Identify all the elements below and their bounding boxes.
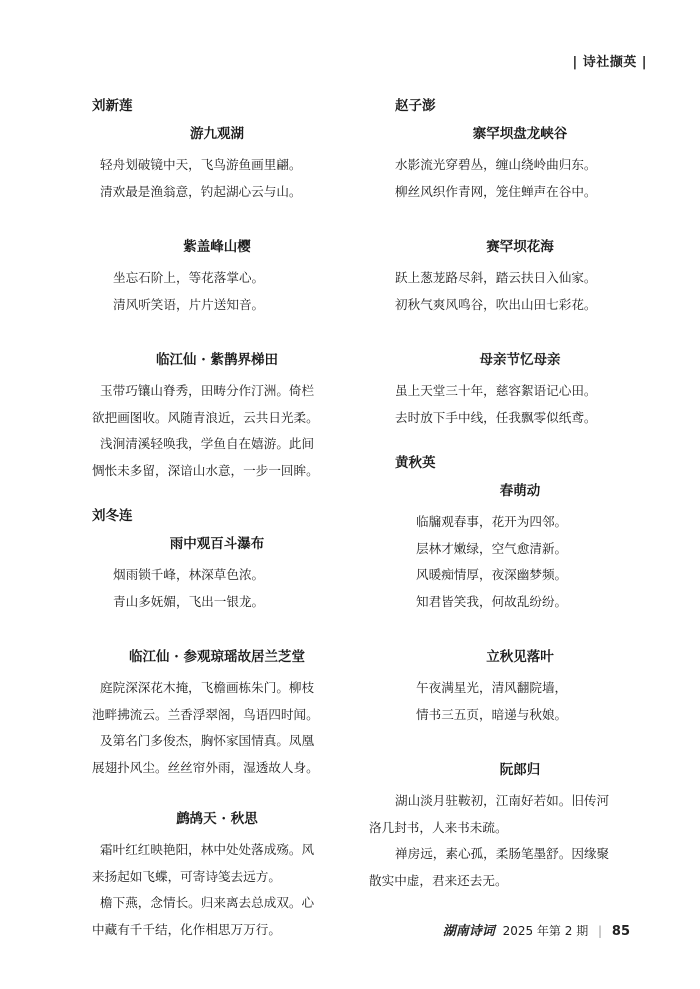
- poem: [395, 237, 645, 318]
- poem-line: 午夜满星光，清风翻院墙，: [416, 680, 568, 695]
- poem-title: 雨中观百斗瀑布: [169, 536, 265, 552]
- poem-line: 知君皆笑我，何故乱纷纷。: [416, 593, 568, 609]
- poem: [395, 350, 645, 431]
- right-column: [369, 96, 645, 894]
- section-tag: | 诗社撷英 |: [572, 55, 647, 70]
- poem: [395, 647, 645, 728]
- poem: [92, 237, 342, 318]
- page-number: 85: [611, 924, 630, 939]
- poem-line: 庭院深深花木掩，飞檐画栋朱门。柳枝: [100, 680, 315, 695]
- poem-title: 母亲节忆母亲: [479, 352, 561, 368]
- poem-line: 檐下燕，念情长。归来离去总成双。心: [100, 895, 315, 910]
- poem-line: 情书三五页，暗递与秋娘。: [416, 706, 568, 722]
- poem: [369, 760, 645, 894]
- poem-title: 紫盖峰山樱: [183, 239, 251, 255]
- poem-line: 坐忘石阶上，等花落掌心。: [113, 270, 265, 285]
- issue-label: 2025 年第 2 期: [502, 924, 589, 938]
- poem-line: 散实中虚，君来还去无。: [369, 872, 508, 888]
- poem-line: 跃上葱茏路尽斜，踏云扶日入仙家。: [395, 270, 597, 285]
- footer-separator: |: [598, 924, 603, 938]
- poem: [395, 124, 645, 205]
- poem-line: 虽上天堂三十年，慈容絮语记心田。: [395, 383, 597, 398]
- poem-line: 湖山淡月驻鞍初，江南好若如。旧传河: [395, 793, 610, 808]
- left-column: [92, 96, 342, 943]
- poem-line: 青山多妩媚，飞出一银龙。: [113, 593, 265, 609]
- poem-title: 临江仙 · 参观琼瑶故居兰芝堂: [128, 649, 306, 665]
- poem-title: 阮郎归: [499, 762, 541, 778]
- poem-line: 清欢最是渔翁意，钓起湖心云与山。: [100, 183, 302, 199]
- magazine-name: 湖南诗词: [442, 924, 495, 939]
- poem-title: 立秋见落叶: [486, 649, 554, 665]
- poem-title: 临江仙 · 紫鹊界梯田: [155, 352, 279, 368]
- poem-line: 玉带巧镶山脊秀，田畴分作汀洲。倚栏: [100, 383, 315, 398]
- poem-line: 洛几封书，人来书未疏。: [369, 819, 508, 835]
- poem-line: 清风听笑语，片片送知音。: [113, 296, 265, 312]
- poem: [92, 647, 342, 781]
- poem-line: 禅房远，素心孤，柔肠笔墨舒。因缘聚: [395, 846, 610, 861]
- poem-line: 惆怅未多留，深谙山水意，一步一回眸。: [92, 462, 319, 478]
- poem-line: 柳丝风织作青网，笼住蝉声在谷中。: [395, 183, 597, 199]
- poem-line: 池畔拂流云。兰香浮翠阁，鸟语四时闻。: [92, 706, 319, 722]
- poem-line: 浅涧清溪轻唤我，学鱼自在嬉游。此间: [100, 436, 315, 451]
- poem-line: 欲把画图收。风随青浪近，云共日光柔。: [92, 409, 319, 425]
- poem-line: 霜叶红红映艳阳，林中处处落成殇。风: [100, 842, 315, 857]
- poem: [92, 809, 342, 943]
- poem-line: 中藏有千千结，化作相思万万行。: [92, 921, 281, 937]
- author-name: 刘冬连: [92, 508, 133, 524]
- poem-line: 来扬起如飞蝶，可寄诗笺去远方。: [92, 868, 281, 884]
- poem-line: 轻舟划破镜中天，飞鸟游鱼画里翩。: [100, 157, 302, 172]
- author-name: 赵子澎: [395, 98, 436, 114]
- poem-line: 初秋气爽风鸣谷，吹出山田七彩花。: [395, 296, 597, 312]
- poem-line: 去时放下手中线，任我飘零似纸鸢。: [395, 409, 597, 425]
- author-name: 刘新莲: [92, 98, 133, 114]
- poem-line: 风暖痴情厚，夜深幽梦频。: [416, 567, 568, 582]
- poem-title: 春萌动: [499, 483, 541, 499]
- poem-title: 寨罕坝盘龙峡谷: [472, 126, 568, 142]
- poem: [395, 481, 645, 615]
- poem-line: 烟雨锁千峰，林深草色浓。: [113, 567, 265, 582]
- poem-line: 及第名门多俊杰，胸怀家国情真。凤凰: [100, 733, 315, 748]
- poem-title: 游九观湖: [190, 126, 244, 142]
- poem-title: 鹧鸪天 · 秋思: [176, 811, 258, 827]
- poem-line: 临牖观春事，花开为四邻。: [416, 514, 568, 529]
- poem-line: 展翅扑风尘。丝丝帘外雨，湿透故人身。: [92, 759, 319, 775]
- poem-line: 水影流光穿碧丛，缠山绕岭曲归东。: [395, 157, 597, 172]
- author-name: 黄秋英: [395, 455, 436, 471]
- poem: [92, 124, 342, 205]
- page-footer: [443, 920, 630, 939]
- poem: [92, 350, 342, 484]
- poem-title: 赛罕坝花海: [486, 239, 554, 255]
- poem-line: 层林才嫩绿，空气愈清新。: [416, 540, 568, 556]
- poem: [92, 534, 342, 615]
